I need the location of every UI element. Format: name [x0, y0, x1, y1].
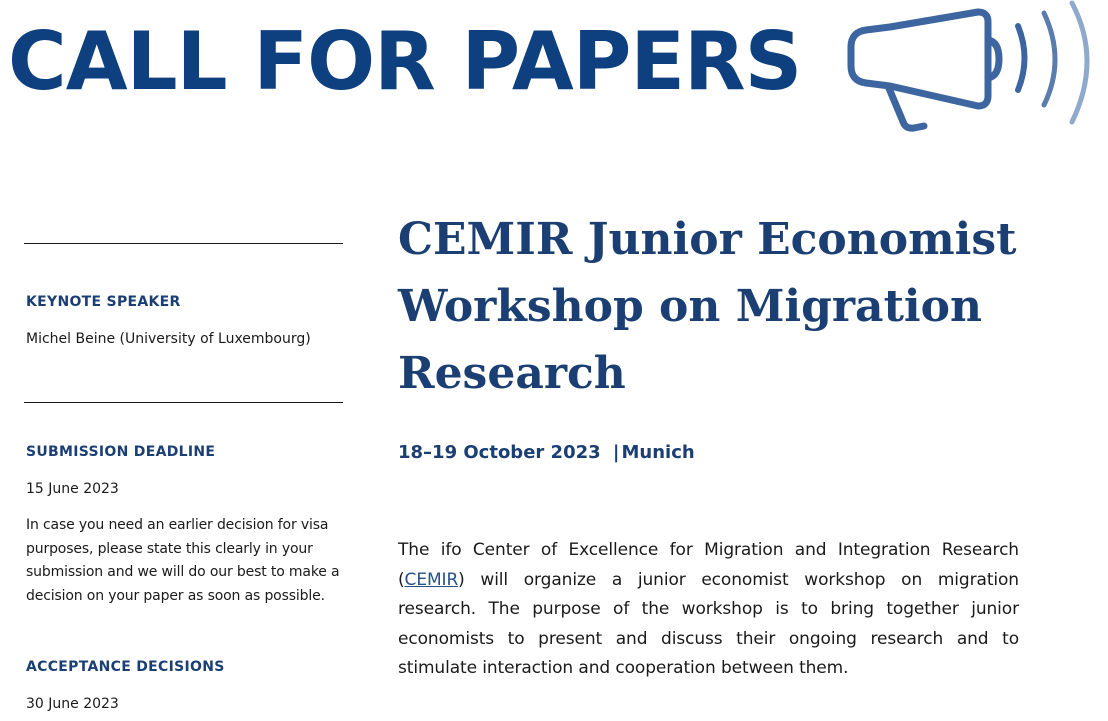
submission-deadline-heading: SUBMISSION DEADLINE: [26, 444, 216, 460]
workshop-title: CEMIR Junior Economist Workshop on Migration Research: [398, 214, 1017, 399]
event-location: Munich: [621, 442, 695, 463]
call-for-papers-banner: CALL FOR PAPERS: [8, 15, 802, 108]
acceptance-decisions-heading: ACCEPTANCE DECISIONS: [26, 659, 225, 675]
megaphone-icon: [846, 0, 1108, 135]
acceptance-decisions-date: 30 June 2023: [26, 696, 119, 712]
description-intro: The ifo Center of Excellence for Migration and Integration Research (: [398, 540, 1019, 590]
submission-deadline-note: In case you need an earlier decision for visa purposes, please state this clearly in your submission and we will do our best to make a decision on your paper as soon as possible.: [26, 517, 340, 604]
date-separator: |: [612, 442, 620, 463]
workshop-description: [398, 536, 1019, 684]
keynote-heading: KEYNOTE SPEAKER: [26, 294, 181, 310]
cemir-link[interactable]: CEMIR: [404, 569, 459, 590]
keynote-speaker: Michel Beine (University of Luxembourg): [26, 331, 311, 347]
event-dates: 18–19 October 2023: [398, 442, 601, 463]
event-date-location: [398, 440, 695, 466]
divider-top: [24, 243, 343, 244]
divider-middle: [24, 402, 343, 403]
description-rest: ) will organize a junior economist workshop on migration research. The purpose of the workshop is to bring together junior economists to present and discuss their ongoing research and to stimulate interaction and cooperation between them.: [398, 569, 1019, 679]
submission-deadline-date: 15 June 2023: [26, 481, 119, 497]
